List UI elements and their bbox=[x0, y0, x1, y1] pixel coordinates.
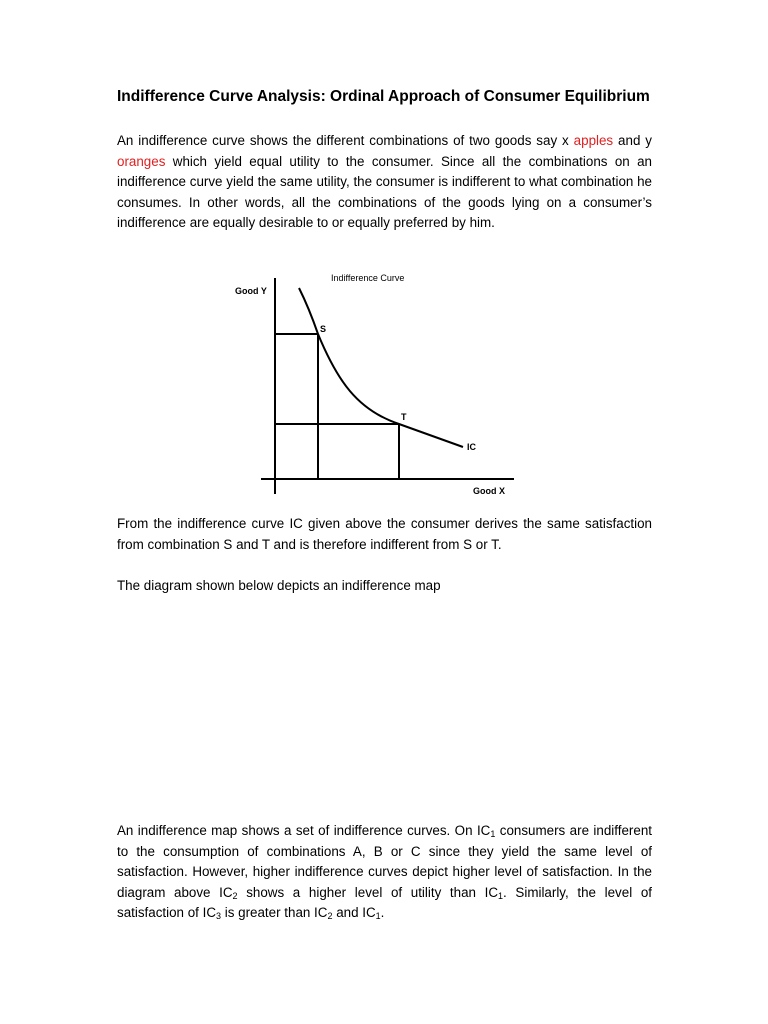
diagram-title: Indifference Curve bbox=[331, 273, 405, 283]
point-s-label: S bbox=[320, 324, 327, 334]
paragraph-map-intro: The diagram shown below depicts an indifference map bbox=[117, 578, 441, 593]
map-text-6: and IC bbox=[332, 905, 376, 921]
map-sub-4: 3 bbox=[216, 911, 222, 922]
map-sub-2: 2 bbox=[232, 890, 238, 901]
point-t-label: T bbox=[401, 412, 407, 422]
indifference-curve-diagram bbox=[225, 262, 535, 502]
paragraph-ic-explanation: From the indifference curve IC given above the consumer derives the same satisfaction from combination S and T and is therefore indifferent from S or T. bbox=[117, 516, 652, 552]
oranges-highlight: oranges bbox=[117, 153, 166, 169]
x-axis-label: Good X bbox=[473, 486, 505, 496]
intro-text-1: An indifference curve shows the different combinations of two goods say x bbox=[117, 133, 574, 148]
intro-text-3: which yield equal utility to the consumer. Since all the combinations on an indifference curve yield the same utility, the consumer is indifferent to what combination he consumes. In other words, all the combinations of the goods lying on a consumer’s indifference are equally desirable to or equally preferred by him. bbox=[117, 153, 652, 231]
map-text-3: shows a higher level of utility than IC bbox=[237, 884, 499, 900]
page-title: Indifference Curve Analysis: Ordinal Approach of Consumer Equilibrium bbox=[117, 88, 650, 105]
y-axis-label: Good Y bbox=[235, 286, 267, 296]
map-sub-1: 1 bbox=[490, 829, 496, 839]
map-text-1: An indifference map shows a set of indifference curves. On IC bbox=[117, 823, 491, 838]
map-sub-5: 2 bbox=[327, 911, 333, 922]
map-text-2: consumers are indifferent to the consumption of combinations A, B or C since they yield the same level of satisfaction. However, higher indifference curves depict higher level of satisfaction. In the diagram above IC bbox=[117, 823, 652, 900]
paragraph-indifference-map bbox=[117, 821, 652, 924]
map-sub-6: 1 bbox=[375, 911, 381, 922]
apples-highlight: apples bbox=[573, 133, 614, 148]
curve-label: IC bbox=[467, 442, 476, 452]
paragraph-intro bbox=[117, 131, 652, 234]
intro-text-2: and y bbox=[613, 133, 652, 148]
map-text-7: . bbox=[380, 905, 385, 921]
map-text-5: is greater than IC bbox=[221, 905, 328, 921]
map-text-4: . Similarly, the level of satisfaction of IC bbox=[117, 884, 652, 921]
map-sub-3: 1 bbox=[498, 890, 504, 901]
